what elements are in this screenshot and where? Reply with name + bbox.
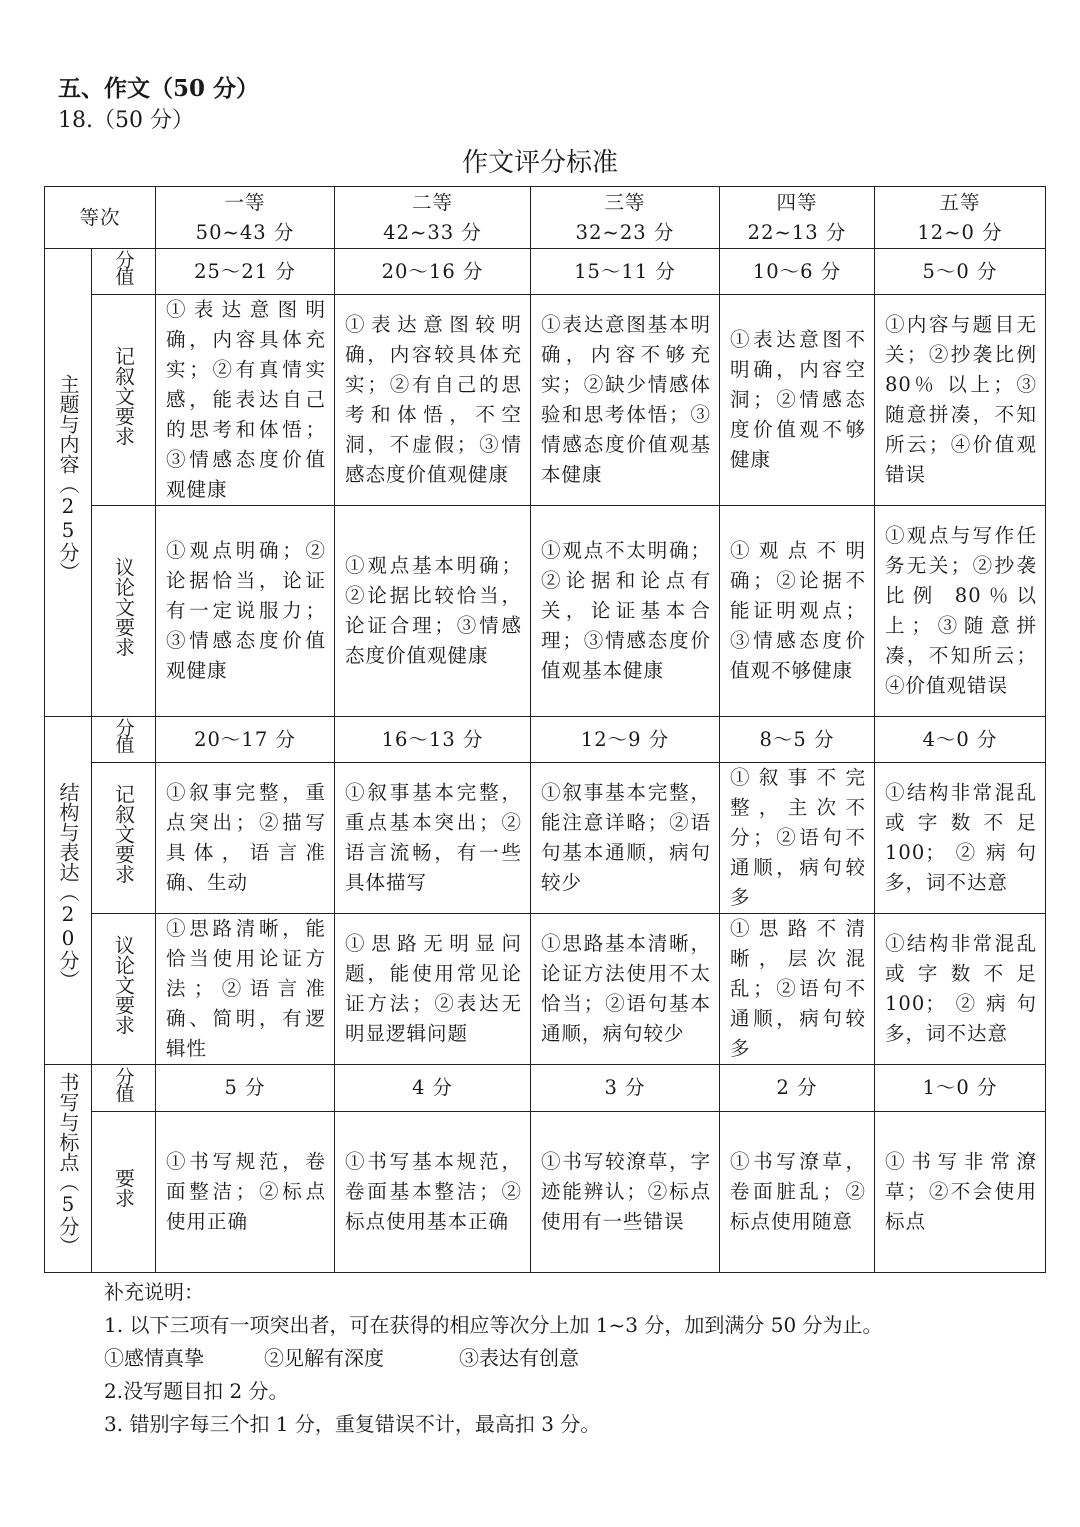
criteria-cell: ①表达意图较明确，内容较具体充实；②有自己的思考和体悟，不空洞，不虚假；③情感态度价值观健康 <box>335 295 531 506</box>
grade-header-cell <box>531 187 720 249</box>
criteria-cell: ①书写非常潦草；②不会使用标点 <box>875 1112 1046 1273</box>
grade-range: 32~23 分 <box>575 220 675 244</box>
criteria-row <box>45 914 1046 1065</box>
criteria-cell: ①结构非常混乱或字数不足 100；②病句多，词不达意 <box>875 914 1046 1065</box>
criteria-label: 议论文要求 <box>111 556 136 657</box>
criteria-row <box>45 295 1046 506</box>
supplementary-notes <box>104 1276 883 1441</box>
table-title: 作文评分标准 <box>461 148 618 178</box>
grade-header-cell <box>335 187 531 249</box>
score-label-cell <box>92 249 156 295</box>
score-cell: 2 分 <box>720 1065 875 1112</box>
criteria-cell: ①叙事完整，重点突出；②描写具体，语言准确、生动 <box>156 763 335 914</box>
criteria-cell: ①书写规范，卷面整洁；②标点使用正确 <box>156 1112 335 1273</box>
grade-name: 三等 <box>604 190 646 214</box>
criteria-label: 要求 <box>111 1167 136 1208</box>
criteria-cell: ①叙事不完整，主次不分；②语句不通顺，病句较多 <box>720 763 875 914</box>
criteria-label-cell <box>92 1112 156 1273</box>
score-cell: 25～21 分 <box>156 249 335 295</box>
criteria-cell: ①观点不明确；②论据不能证明观点；③情感态度价值观不够健康 <box>720 506 875 717</box>
score-cell: 15～11 分 <box>531 249 720 295</box>
grade-name: 二等 <box>412 190 454 214</box>
criteria-cell: ①结构非常混乱或字数不足 100；②病句多，词不达意 <box>875 763 1046 914</box>
score-label-cell <box>92 1065 156 1112</box>
criteria-label-cell <box>92 763 156 914</box>
criteria-cell: ①思路基本清晰，论证方法使用不太恰当；②语句基本通顺，病句较少 <box>531 914 720 1065</box>
grade-header-cell <box>720 187 875 249</box>
criteria-label: 记叙文要求 <box>111 345 136 446</box>
section-label-cell <box>45 249 92 717</box>
section-label: 结构与表达（20分） <box>56 782 80 990</box>
score-cell: 20～17 分 <box>156 717 335 763</box>
score-cell: 5～0 分 <box>875 249 1046 295</box>
grade-name: 五等 <box>939 190 981 214</box>
criteria-label-cell <box>92 914 156 1065</box>
bonus-option: ①感情真挚 <box>104 1346 204 1370</box>
criteria-cell: ①观点与写作任务无关；②抄袭比例 80％以上；③随意拼凑，不知所云；④价值观错误 <box>875 506 1046 717</box>
criteria-label: 记叙文要求 <box>111 783 136 884</box>
grade-label: 等次 <box>79 205 121 229</box>
criteria-cell: ①叙事基本完整，能注意详略；②语句基本通顺，病句较少 <box>531 763 720 914</box>
grade-name: 一等 <box>224 190 266 214</box>
criteria-cell: ①表达意图明确，内容具体充实；②有真情实感，能表达自己的思考和体悟；③情感态度价值观健康 <box>156 295 335 506</box>
grade-header-cell <box>156 187 335 249</box>
score-label: 分值 <box>112 718 135 752</box>
grade-label-cell <box>45 187 156 249</box>
grade-range: 12~0 分 <box>917 220 1003 244</box>
criteria-label-cell <box>92 295 156 506</box>
bonus-options <box>104 1342 883 1375</box>
score-row <box>45 249 1046 295</box>
grade-range: 42~33 分 <box>383 220 482 244</box>
criteria-row <box>45 763 1046 914</box>
score-cell: 5 分 <box>156 1065 335 1112</box>
section-label-cell <box>45 717 92 1065</box>
score-cell: 1～0 分 <box>875 1065 1046 1112</box>
grade-range: 50~43 分 <box>195 220 295 244</box>
grade-name: 四等 <box>776 190 818 214</box>
section-label-cell <box>45 1065 92 1273</box>
criteria-cell: ①书写潦草，卷面脏乱；②标点使用随意 <box>720 1112 875 1273</box>
criteria-cell: ①叙事基本完整，重点基本突出；②语言流畅，有一些具体描写 <box>335 763 531 914</box>
criteria-cell: ①思路无明显问题，能使用常见论证方法；②表达无明显逻辑问题 <box>335 914 531 1065</box>
criteria-row <box>45 1112 1046 1273</box>
score-cell: 4～0 分 <box>875 717 1046 763</box>
score-row <box>45 1065 1046 1112</box>
criteria-label-cell <box>92 506 156 717</box>
note-item: 3. 错别字每三个扣 1 分，重复错误不计，最高扣 3 分。 <box>104 1412 601 1436</box>
criteria-label: 议论文要求 <box>111 934 136 1035</box>
section-label: 主题与内容（25分） <box>56 374 80 582</box>
criteria-cell: ①思路不清晰，层次混乱；②语句不通顺，病句较多 <box>720 914 875 1065</box>
score-cell: 4 分 <box>335 1065 531 1112</box>
score-label-cell <box>92 717 156 763</box>
score-label: 分值 <box>112 250 135 284</box>
grade-range: 22~13 分 <box>747 220 847 244</box>
section-label: 书写与标点（5分） <box>56 1072 80 1256</box>
score-cell: 16～13 分 <box>335 717 531 763</box>
criteria-cell: ①观点明确；②论据恰当，论证有一定说服力；③情感态度价值观健康 <box>156 506 335 717</box>
bonus-option: ②见解有深度 <box>264 1346 384 1370</box>
criteria-row <box>45 506 1046 717</box>
criteria-cell: ①表达意图不明确，内容空洞；②情感态度价值观不够健康 <box>720 295 875 506</box>
question-number: 18.（50 分） <box>58 108 194 133</box>
criteria-cell: ①内容与题目无关；②抄袭比例 80％ 以上；③随意拼凑，不知所云；④价值观错误 <box>875 295 1046 506</box>
section-title: 五、作文（50 分） <box>58 75 260 102</box>
criteria-cell: ①书写较潦草，字迹能辨认；②标点使用有一些错误 <box>531 1112 720 1273</box>
criteria-cell: ①观点基本明确；②论据比较恰当，论证合理；③情感态度价值观健康 <box>335 506 531 717</box>
score-cell: 20～16 分 <box>335 249 531 295</box>
score-cell: 12～9 分 <box>531 717 720 763</box>
criteria-cell: ①表达意图基本明确，内容不够充实；②缺少情感体验和思考体悟；③情感态度价值观基本健康 <box>531 295 720 506</box>
grade-header-row <box>45 187 1046 249</box>
scoring-rubric-table <box>44 186 1046 1273</box>
note-item: 1. 以下三项有一项突出者，可在获得的相应等次分上加 1~3 分，加到满分 50 分为止。 <box>104 1313 883 1337</box>
grade-header-cell <box>875 187 1046 249</box>
criteria-cell: ①思路清晰，能恰当使用论证方法；②语言准确、简明，有逻辑性 <box>156 914 335 1065</box>
score-cell: 8～5 分 <box>720 717 875 763</box>
score-label: 分值 <box>112 1066 135 1101</box>
score-cell: 3 分 <box>531 1065 720 1112</box>
note-item: 2.没写题目扣 2 分。 <box>104 1379 289 1403</box>
score-cell: 10～6 分 <box>720 249 875 295</box>
notes-title: 补充说明： <box>104 1280 204 1304</box>
criteria-cell: ①书写基本规范，卷面基本整洁；②标点使用基本正确 <box>335 1112 531 1273</box>
criteria-cell: ①观点不太明确；②论据和论点有关，论证基本合理；③情感态度价值观基本健康 <box>531 506 720 717</box>
bonus-option: ③表达有创意 <box>459 1346 579 1370</box>
score-row <box>45 717 1046 763</box>
